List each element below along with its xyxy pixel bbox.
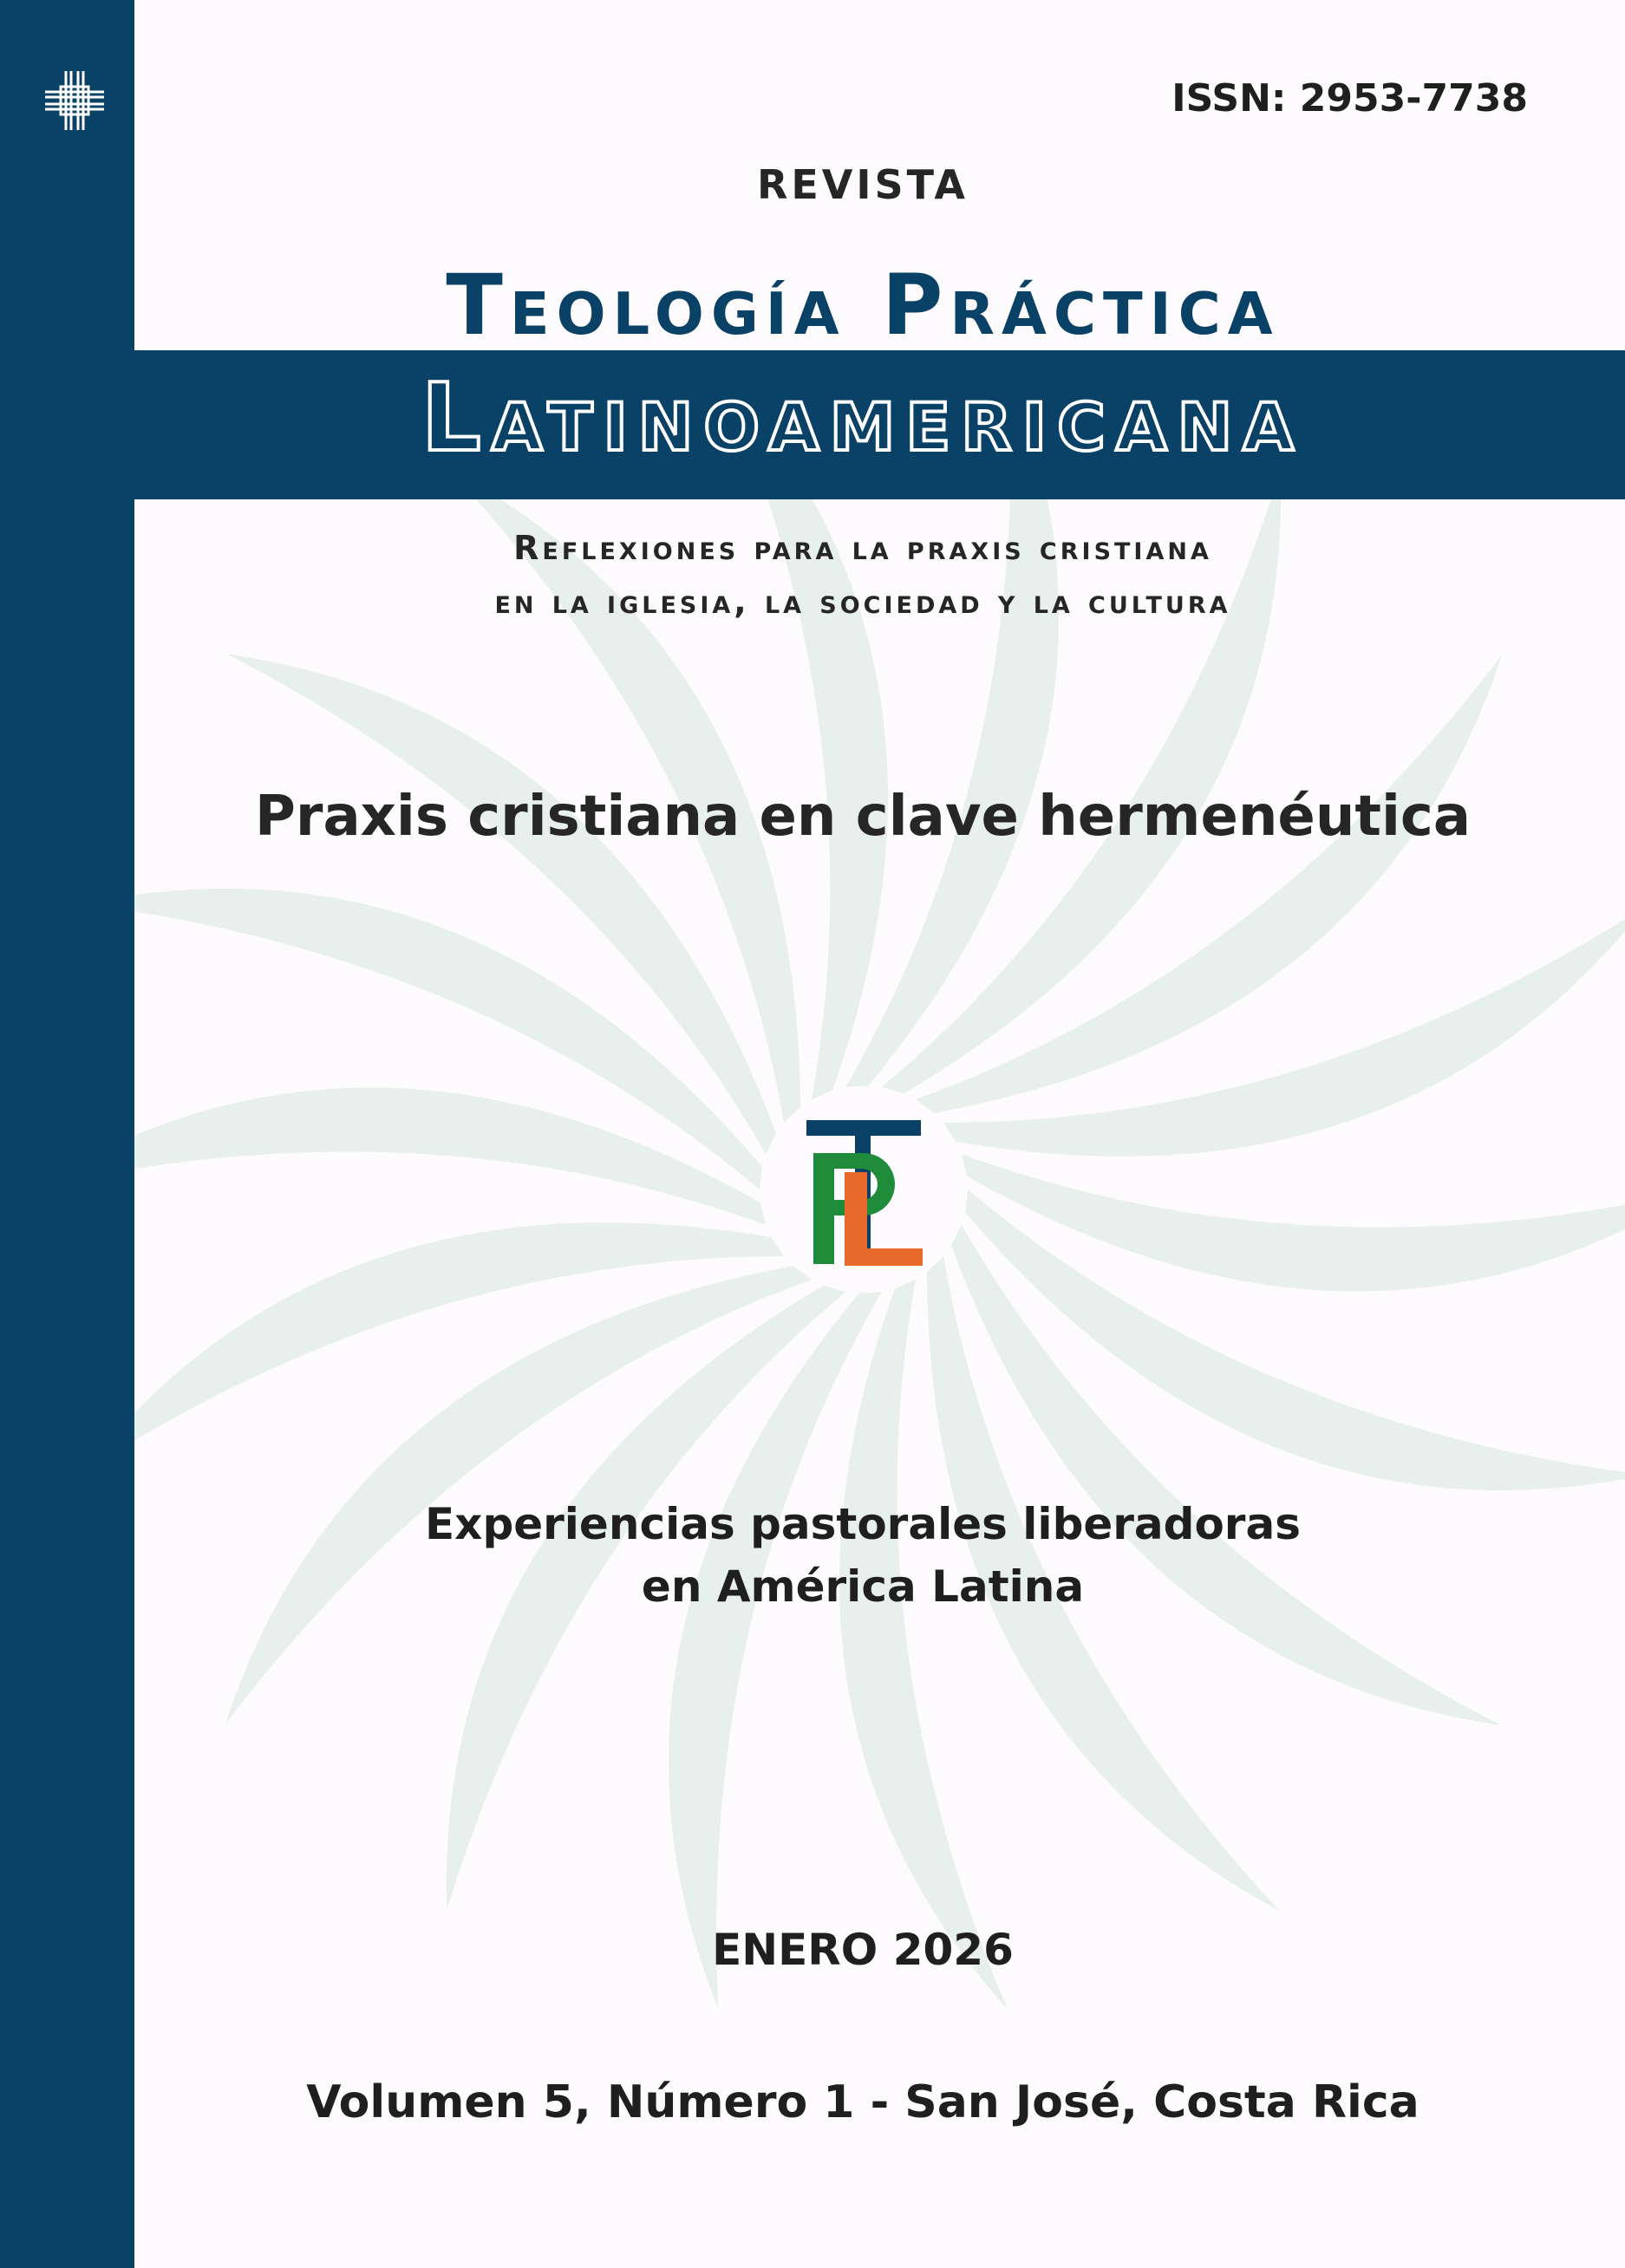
swirl-petal (839, 1280, 1008, 2010)
side-bar (0, 0, 134, 2268)
emblem-p-stem (813, 1153, 834, 1264)
tagline-line2: en la iglesia, la sociedad y la cultura (494, 583, 1231, 621)
volume-info: Volumen 5, Número 1 - San José, Costa Rica (306, 2076, 1419, 2128)
issue-theme: Praxis cristiana en clave hermenéutica (254, 785, 1472, 849)
journal-title-line2: Latinoamericana (421, 364, 1305, 472)
issue-date: ENERO 2026 (712, 1925, 1014, 1975)
emblem-l-foot (845, 1248, 923, 1266)
issn: ISSN: 2953-7738 (1171, 76, 1528, 121)
journal-prefix: REVISTA (756, 161, 969, 208)
issue-subtheme (134, 1493, 1591, 1618)
emblem-t-bar (806, 1120, 921, 1136)
tpl-emblem (803, 1118, 924, 1266)
woven-cross-icon (43, 69, 106, 132)
journal-title-line1: Teología Práctica (446, 257, 1280, 354)
subtheme-line2: en América Latina (641, 1561, 1085, 1612)
tagline-line1: Reflexiones para la praxis cristiana (513, 529, 1212, 567)
subtheme-line1: Experiencias pastorales liberadoras (425, 1499, 1301, 1549)
